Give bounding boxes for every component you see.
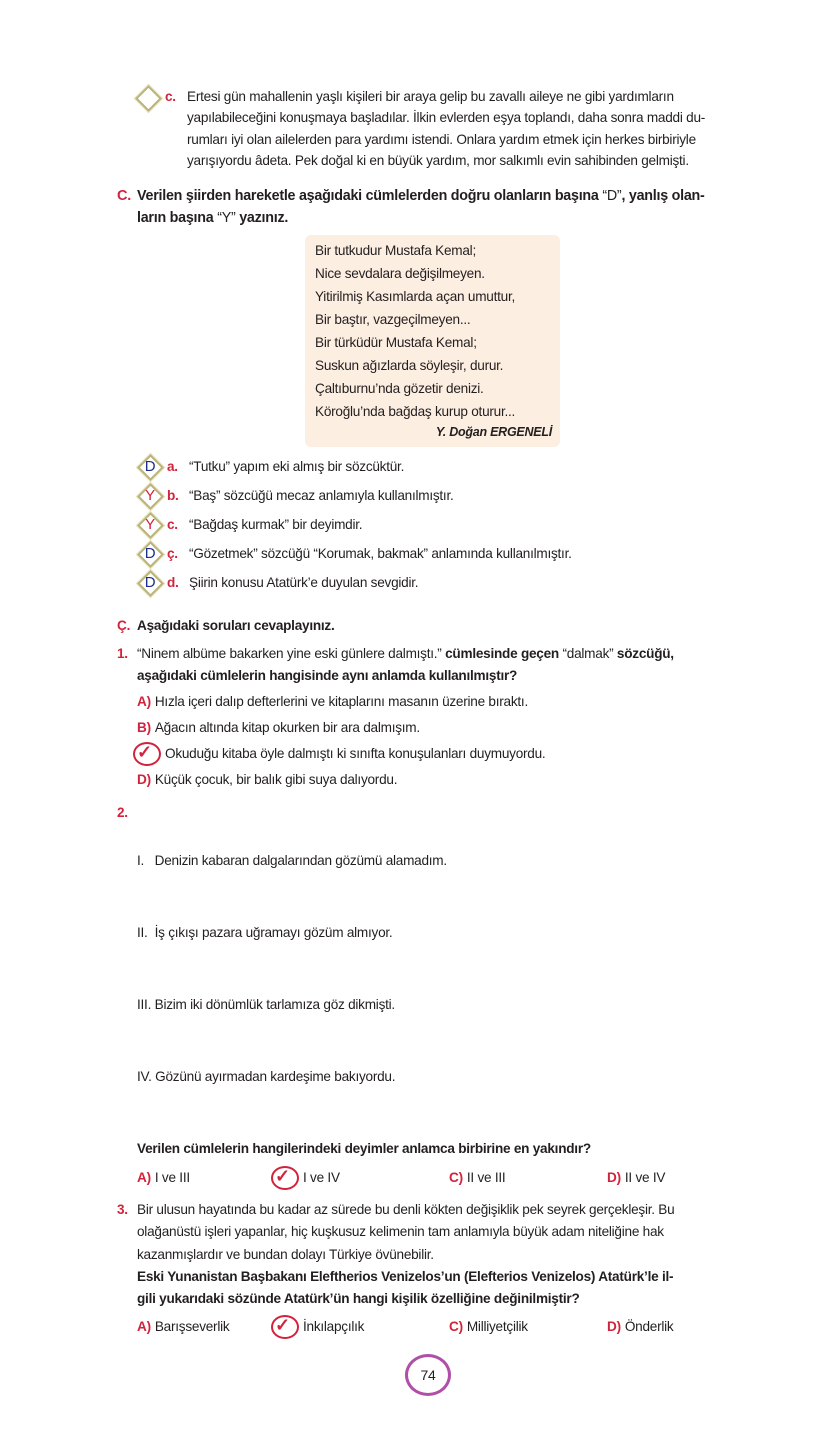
option[interactable] <box>137 715 748 741</box>
poem-box <box>305 235 560 447</box>
answer-diamond-wrap <box>137 455 163 479</box>
instruction-quote: “Y” <box>217 210 236 227</box>
poem-line: Nice sevdalara değişilmeyen. <box>315 266 485 282</box>
checkmark-icon: ✓ <box>133 742 161 766</box>
option-text: Küçük çocuk, bir balık gibi suya dalıyordu. <box>154 772 398 788</box>
paragraph-line: rumları iyi olan ailelerden para yardımı istendi. Onlara yardım etmek için herkes birbiriyle <box>187 131 696 147</box>
question-number: 2. <box>117 805 128 821</box>
section-c-heading <box>117 185 748 229</box>
tf-item <box>137 484 748 508</box>
option-label: A) <box>137 1319 151 1335</box>
poem-line: Çaltıburnu’nda gözetir denizi. <box>315 381 484 397</box>
option-label: C) <box>449 1319 463 1335</box>
poem-author: Y. Doğan ERGENELİ <box>435 425 552 440</box>
answer-diamond-wrap <box>137 571 163 595</box>
answer-diamond-wrap <box>137 542 163 566</box>
option-selected[interactable] <box>137 741 748 767</box>
tf-item <box>137 542 748 566</box>
item-text: “Tutku” yapım eki almış bir sözcüktür. <box>189 459 405 475</box>
question-1 <box>117 643 748 793</box>
item-c-paragraph <box>187 86 748 171</box>
question-text: Eski Yunanistan Başbakanı Eleftherios Venizelos’un (Elefterios Venizelos) Atatürk’le il- <box>137 1268 674 1284</box>
tf-item <box>137 455 748 479</box>
poem-line: Bir tutkudur Mustafa Kemal; <box>315 243 476 259</box>
options <box>137 1165 748 1191</box>
instruction-text: Verilen şiirden hareketle aşağıdaki cümlelerden doğru olanların başına <box>137 188 603 205</box>
option-text: Okuduğu kitaba öyle dalmıştı ki sınıfta konuşulanları duymuyordu. <box>165 746 546 762</box>
stem-line: Bir ulusun hayatında bu kadar az sürede bu denli kökten değişiklik pek seyrek gerçekleşir. Bu <box>137 1202 675 1218</box>
option-label: C) <box>449 1170 463 1186</box>
option[interactable] <box>449 1165 607 1191</box>
statement: III. Bizim iki dönümlük tarlamıza göz dikmişti. <box>137 997 395 1013</box>
paragraph-line: Ertesi gün mahallenin yaşlı kişileri bir araya gelip bu zavallı aileye ne gibi yardımların <box>187 89 674 104</box>
question-text: gili yukarıdaki sözünde Atatürk’ün hangi kişilik özelliğine değinilmiştir? <box>137 1291 580 1306</box>
tf-list <box>137 455 748 595</box>
poem-line: Yitirilmiş Kasımlarda açan umuttur, <box>315 289 516 305</box>
item-letter: ç. <box>167 546 178 562</box>
statement: II. İş çıkışı pazara uğramayı gözüm almıyor. <box>137 925 393 941</box>
statement: I. Denizin kabaran dalgalarından gözümü alamadım. <box>137 853 447 869</box>
option-text: Önderlik <box>624 1319 674 1335</box>
instruction-text: , yanlış olan- <box>621 188 705 205</box>
item-text: “Bağdaş kurmak” bir deyimdir. <box>189 517 363 533</box>
poem-line: Bir türküdür Mustafa Kemal; <box>315 335 477 351</box>
item-letter: d. <box>167 575 179 591</box>
stem-line: kazanmışlardır ve bundan dolayı Türkiye övünebilir. <box>137 1246 434 1262</box>
option-text: I ve III <box>154 1170 190 1186</box>
option-label: D) <box>607 1170 621 1186</box>
stem-text: sözcüğü, <box>613 646 674 662</box>
poem-line: Suskun ağızlarda söyleşir, durur. <box>315 358 504 374</box>
question-2 <box>117 801 748 1191</box>
paragraph-line: yapılabileceğini konuşmaya başladılar. İlkin evlerden eşya toplandı, daha sonra maddi du- <box>187 110 706 126</box>
item-text: Şiirin konusu Atatürk’e duyulan sevgidir. <box>189 575 419 591</box>
option[interactable] <box>137 1314 275 1340</box>
option[interactable] <box>607 1165 748 1191</box>
option[interactable] <box>137 1165 275 1191</box>
checkmark-icon: ✓ <box>271 1166 299 1190</box>
answer-mark: Y <box>145 487 155 505</box>
paragraph-line: yarışıyordu âdeta. Pek doğal ki en büyük yardım, mor salkımlı evin sahibinden gelmişti. <box>187 152 689 168</box>
option-label: A) <box>137 694 151 710</box>
option-text: Barışseverlik <box>154 1319 230 1335</box>
answer-diamond-wrap <box>135 86 161 110</box>
poem-line: Bir baştır, vazgeçilmeyen... <box>315 312 471 328</box>
page-number: 74 <box>405 1354 451 1396</box>
answer-diamond-wrap <box>137 513 163 537</box>
option[interactable] <box>607 1314 748 1340</box>
item-c <box>135 86 748 171</box>
option-label: D) <box>137 772 151 788</box>
option-text: II ve IV <box>624 1170 666 1186</box>
option-label: B) <box>137 720 151 736</box>
question-2-body <box>137 801 748 1191</box>
instruction-text: ların başına <box>137 210 218 227</box>
poem-line: Köroğlu’nda bağdaş kurup oturur... <box>315 404 516 420</box>
question-number: 1. <box>117 646 128 662</box>
section-letter: Ç. <box>117 618 131 634</box>
section-title: Aşağıdaki soruları cevaplayınız. <box>137 618 335 634</box>
quote: “dalmak” <box>562 646 614 662</box>
item-letter: b. <box>167 488 179 504</box>
answer-diamond-empty[interactable] <box>135 85 162 112</box>
answer-mark: D <box>144 545 156 563</box>
question-3 <box>117 1199 748 1340</box>
question-1-stem <box>137 643 748 665</box>
option-text: Ağacın altında kitap okurken bir ara dalmışım. <box>154 720 420 736</box>
option-label: D) <box>607 1319 621 1335</box>
options <box>137 689 748 793</box>
option-text: İnkılapçılık <box>303 1319 365 1335</box>
options <box>137 1314 748 1340</box>
item-text: “Baş” sözcüğü mecaz anlamıyla kullanılmıştır. <box>189 488 454 504</box>
answer-diamond-wrap <box>137 484 163 508</box>
question-text: Verilen cümlelerin hangilerindeki deyimler anlamca birbirine en yakındır? <box>137 1141 591 1157</box>
answer-mark: Y <box>145 516 155 534</box>
instruction-quote: “D” <box>602 188 622 205</box>
option-label: A) <box>137 1170 151 1186</box>
option-selected[interactable] <box>275 1165 449 1191</box>
stem-text: cümlesinde geçen <box>441 646 563 662</box>
item-letter: c. <box>165 89 176 104</box>
quote: “Ninem albüme bakarken yine eski günlere dalmıştı.” <box>137 646 442 662</box>
question-2-statements <box>137 801 748 1137</box>
stem-line: olağanüstü işleri yapanlar, hiç kuşkusuz kelimenin tam anlamıyla büyük adam niteliğine hak <box>137 1224 664 1240</box>
tf-item <box>137 513 748 537</box>
question-3-stem <box>137 1199 748 1310</box>
instruction-text: yazınız. <box>235 210 289 227</box>
option[interactable] <box>449 1314 607 1340</box>
option-text: Hızla içeri dalıp defterlerini ve kitaplarını masanın üzerine bıraktı. <box>154 694 528 710</box>
option-text: I ve IV <box>303 1170 340 1186</box>
question-3-body <box>137 1199 748 1340</box>
option[interactable] <box>137 767 748 793</box>
item-letter: a. <box>167 459 178 475</box>
answer-mark: D <box>144 574 156 592</box>
answer-mark: D <box>144 458 156 476</box>
stem-text: aşağıdaki cümlelerin hangisinde aynı anlamda kullanılmıştır? <box>137 668 518 684</box>
statement: IV. Gözünü ayırmadan kardeşime bakıyordu. <box>137 1069 396 1085</box>
section-letter: C. <box>117 188 131 205</box>
tf-item <box>137 571 748 595</box>
option[interactable] <box>137 689 748 715</box>
item-text: “Gözetmek” sözcüğü “Korumak, bakmak” anlamında kullanılmıştır. <box>189 546 572 562</box>
option-text: II ve III <box>466 1170 506 1186</box>
item-letter: c. <box>167 517 178 533</box>
question-number: 3. <box>117 1202 128 1218</box>
section-cc-heading <box>117 615 748 637</box>
option-selected[interactable] <box>275 1314 449 1340</box>
checkmark-icon: ✓ <box>271 1315 299 1339</box>
question-1-body <box>137 643 748 793</box>
section-c-instruction <box>137 185 748 229</box>
option-text: Milliyetçilik <box>466 1319 528 1335</box>
